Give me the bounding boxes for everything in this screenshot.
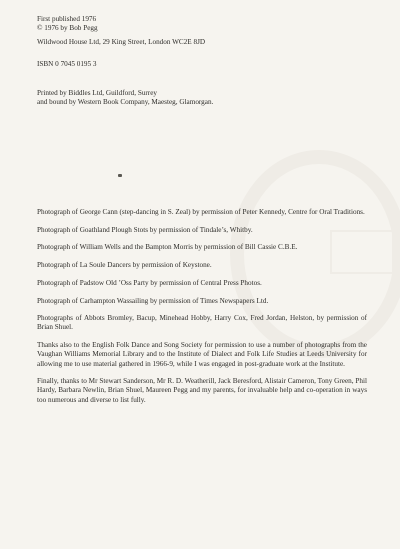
ink-mark	[118, 174, 122, 177]
credit-paragraph: Photograph of Goathland Plough Stots by permission of Tindale’s, Whitby.	[37, 225, 253, 234]
credit-paragraph: Photograph of William Wells and the Bampton Morris by permission of Bill Cassie C.B.E.	[37, 243, 298, 252]
binder-line: and bound by Western Book Company, Maesteg, Glamorgan.	[37, 97, 214, 106]
credit-paragraph: Photographs of Abbots Bromley, Bacup, Minehead Hobby, Harry Cox, Fred Jordan, Helston, by permission of Brian Shuel.	[37, 314, 367, 332]
credit-paragraph: Photograph of La Soule Dancers by permission of Keystone.	[37, 261, 212, 270]
printer-line: Printed by Biddles Ltd, Guildford, Surrey	[37, 89, 157, 98]
copyright-line: © 1976 by Bob Pegg	[37, 23, 98, 32]
credit-paragraph: Photograph of Padstow Old ’Oss Party by permission of Central Press Photos.	[37, 278, 262, 287]
credit-paragraph: Photograph of George Cann (step-dancing in S. Zeal) by permission of Peter Kennedy, Centre for Oral Traditions.	[37, 208, 365, 216]
photo-credits	[37, 208, 367, 413]
credit-paragraph: Photograph of Carhampton Wassailing by permission of Times Newspapers Ltd.	[37, 296, 269, 305]
acknowledgement-paragraph: Finally, thanks to Mr Stewart Sanderson, Mr R. D. Weatherill, Jack Beresford, Alistair Cameron, Tony Green, Phil Hardy, Barbara Newlin, Brian Shuel, Maureen Pegg and my parents, for invaluable help and co-operation in ways too numerous and diverse to list fully.	[37, 377, 367, 404]
first-published-line: First published 1976	[37, 15, 97, 23]
imprint-block	[37, 15, 367, 107]
isbn-line: ISBN 0 7045 0195 3	[37, 59, 97, 68]
publisher-line: Wildwood House Ltd, 29 King Street, London WC2E 8JD	[37, 38, 206, 47]
acknowledgement-paragraph: Thanks also to the English Folk Dance and Song Society for permission to use a number of photographs from the Vaughan Williams Memorial Library and to the Institute of Dialect and Folk Life Studies at Leeds University for allowing me to use material gathered in 1966-9, while I was engaged in post-graduate work at the Institute.	[37, 341, 367, 368]
